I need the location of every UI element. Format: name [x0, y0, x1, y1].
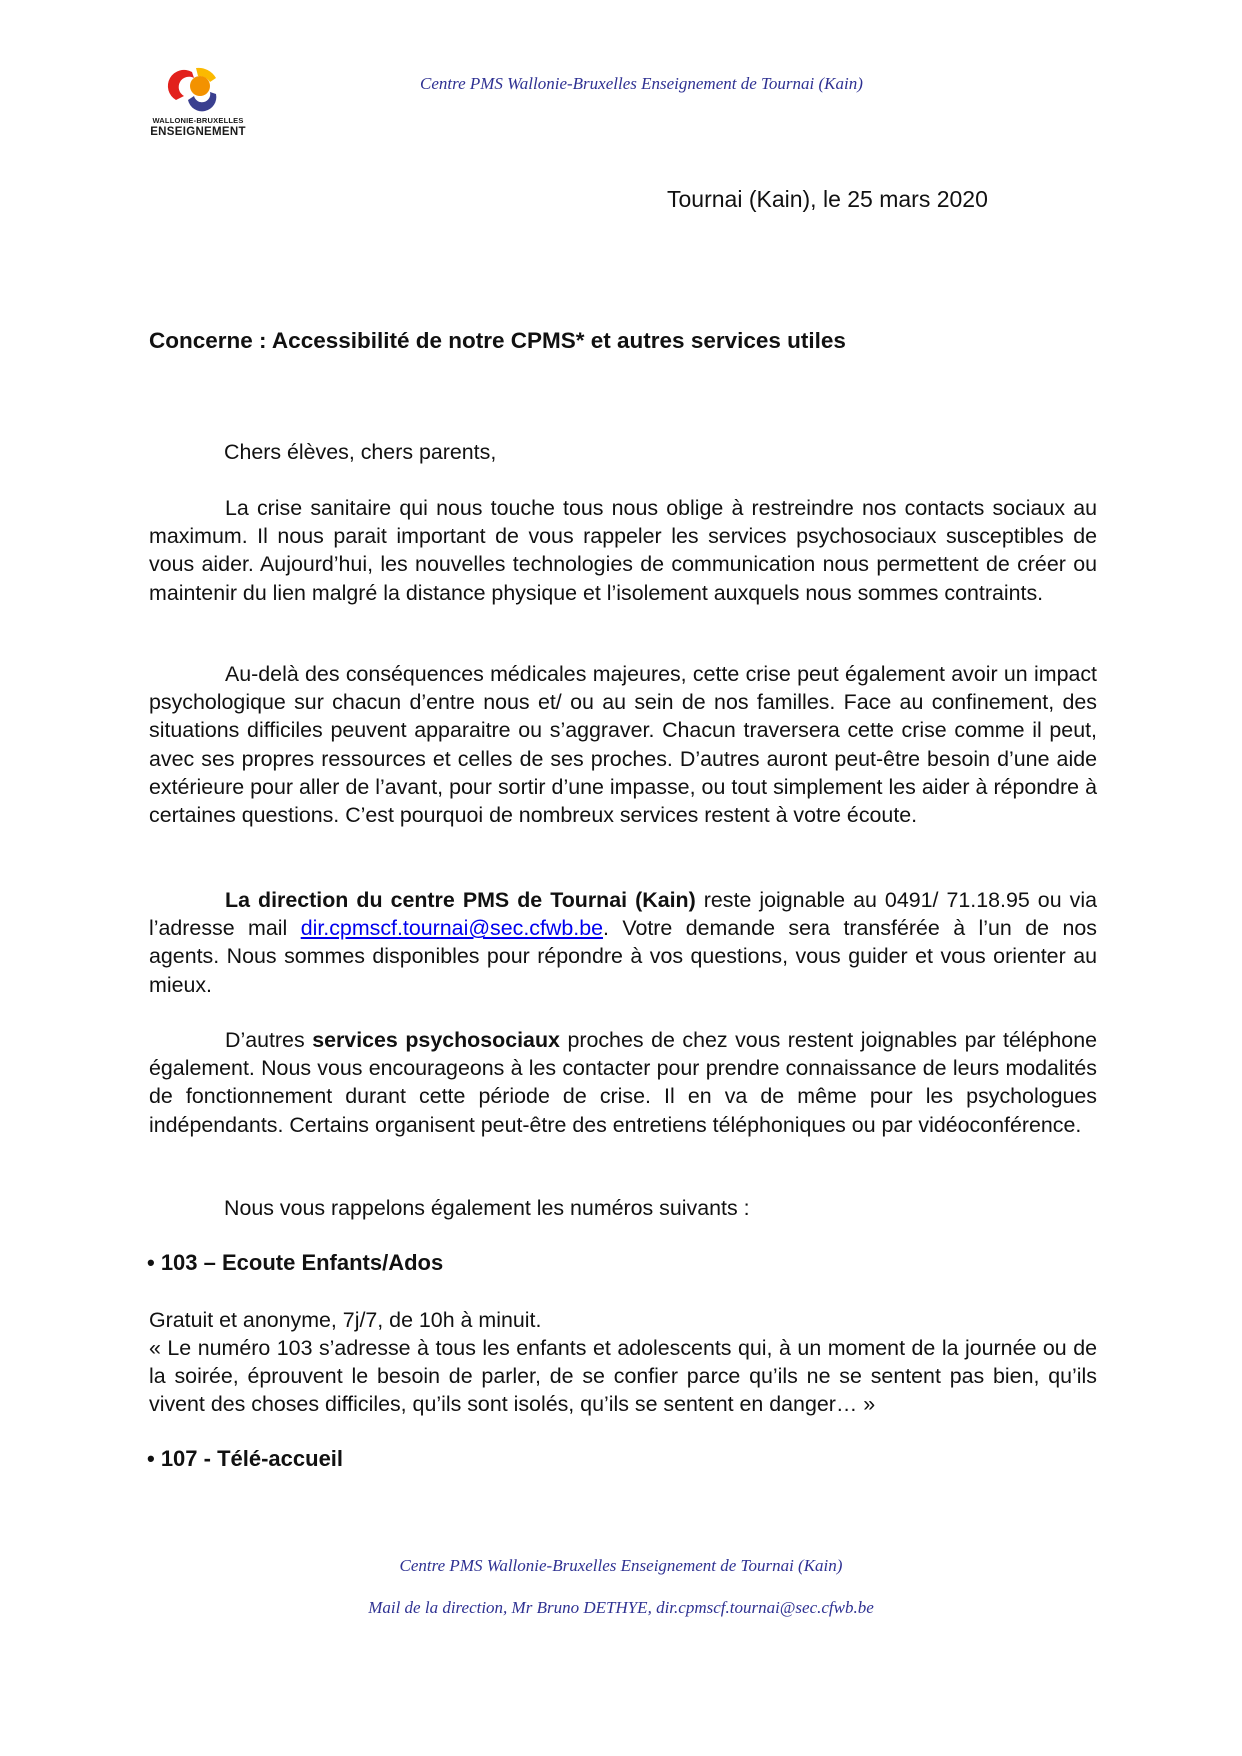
organization-logo — [146, 56, 250, 142]
hotline-103-title: • 103 – Ecoute Enfants/Ados — [147, 1250, 444, 1275]
paragraph-3-text-b: . Votre demande sera transférée à l’un de nos agents. Nous sommes disponibles pour répondre à vos questions, vous guider et vous orienter au mieux. — [149, 916, 1097, 997]
logo-line-1: WALLONIE-BRUXELLES — [152, 116, 244, 125]
paragraph-1: La crise sanitaire qui nous touche tous nous oblige à restreindre nos contacts sociaux au maximum. Il nous parait important de vous rappeler les services psychosociaux susceptibles de vous aider. Aujourd’hui, les nouvelles technologies de communication nous permettent de créer ou maintenir du lien malgré la distance physique et l’isolement auxquels nous sommes contraints. — [149, 496, 1097, 605]
paragraph-2: Au-delà des conséquences médicales majeures, cette crise peut également avoir un impact psychologique sur chacun d’entre nous et/ ou au sein de nos familles. Face au confinement, des situations difficiles peuvent apparaitre ou s’aggraver. Chacun traversera cette crise comme il peut, avec ses propres ressources et celles de ses proches. D’autres auront peut-être besoin d’une aide extérieure pour aller de l’avant, pour sortir d’une impasse, ou tout simplement les aider à répondre à certaines questions. C’est pourquoi de nombreux services restent à votre écoute. — [149, 662, 1097, 828]
letter-subject: Concerne : Accessibilité de notre CPMS* et autres services utiles — [149, 328, 846, 353]
logo-mark — [146, 56, 250, 116]
logo-line-2: ENSEIGNEMENT — [150, 126, 246, 138]
letter-date: Tournai (Kain), le 25 mars 2020 — [667, 186, 988, 212]
psychosocial-services-label: services psychosociaux — [312, 1028, 560, 1052]
paragraph-3 — [149, 886, 1097, 999]
paragraph-3-text-a: reste joignable au 0491/ 71.18.95 ou via l’adresse mail — [149, 888, 1097, 941]
footer-line-2: Mail de la direction, Mr Bruno DETHYE, dir.cpmscf.tournai@sec.cfwb.be — [368, 1598, 874, 1617]
paragraph-5: Nous vous rappelons également les numéros suivants : — [224, 1196, 750, 1220]
hotline-103-description: « Le numéro 103 s’adresse à tous les enfants et adolescents qui, à un moment de la journée ou de la soirée, éprouvent le besoin de parler, de se confier parce qu’ils ne se sentent pas bien, qu’ils vivent des choses difficiles, qu’ils sont isolés, qu’ils se sentent en danger… » — [149, 1336, 1097, 1417]
direction-label: La direction du centre PMS de Tournai (Kain) — [225, 888, 696, 912]
header-title: Centre PMS Wallonie-Bruxelles Enseignement de Tournai (Kain) — [420, 74, 863, 93]
hotline-103-hours: Gratuit et anonyme, 7j/7, de 10h à minuit. — [149, 1308, 542, 1332]
hotline-107-title: • 107 - Télé-accueil — [147, 1446, 344, 1471]
direction-email-link[interactable]: dir.cpmscf.tournai@sec.cfwb.be — [300, 916, 603, 941]
paragraph-4-text-a: D’autres — [225, 1028, 313, 1052]
footer-line-1: Centre PMS Wallonie-Bruxelles Enseignement de Tournai (Kain) — [399, 1556, 843, 1575]
greeting: Chers élèves, chers parents, — [224, 440, 497, 464]
paragraph-4 — [149, 1026, 1097, 1139]
paragraph-4-text-b: proches de chez vous restent joignables par téléphone également. Nous vous encourageons à les contacter pour prendre connaissance de leurs modalités de fonctionnement durant cette période de crise. Il en va de même pour les psychologues indépendants. Certains organisent peut-être des entretiens téléphoniques ou par vidéoconférence. — [149, 1028, 1097, 1137]
